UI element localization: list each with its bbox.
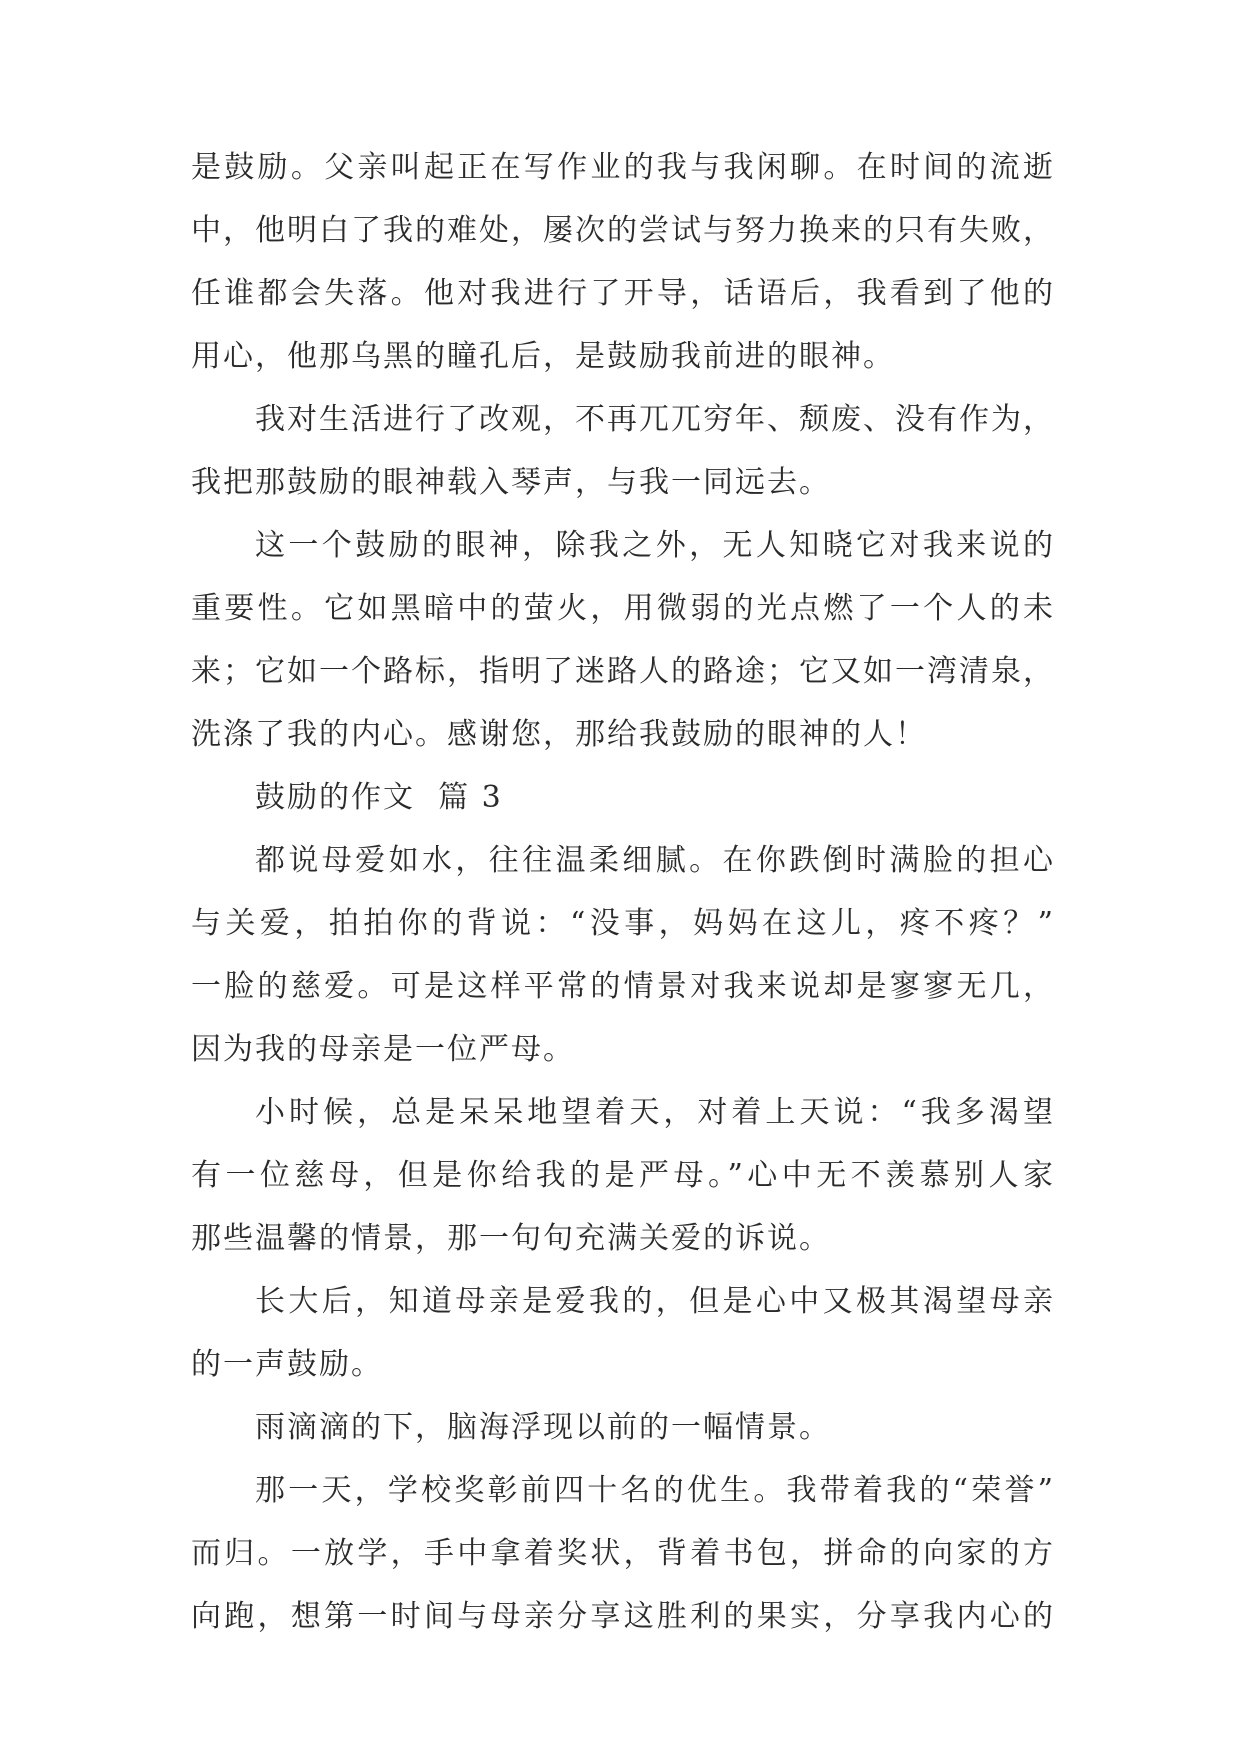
- text-line: 任谁都会失落。他对我进行了开导，话语后，我看到了他的: [191, 276, 1053, 311]
- paragraph-first-line: 这一个鼓励的眼神，除我之外，无人知晓它对我来说的: [255, 528, 1053, 563]
- text-line: 与关爱，拍拍你的背说：“没事，妈妈在这儿，疼不疼？”: [191, 906, 1053, 941]
- text-line: 中，他明白了我的难处，屡次的尝试与努力换来的只有失败，: [191, 213, 1053, 248]
- text-line: 用心，他那乌黑的瞳孔后，是鼓励我前进的眼神。: [191, 339, 895, 374]
- section-heading: 鼓励的作文 篇 3: [255, 780, 503, 815]
- paragraph-first-line: 雨滴滴的下，脑海浮现以前的一幅情景。: [255, 1410, 831, 1445]
- text-line: 重要性。它如黑暗中的萤火，用微弱的光点燃了一个人的未: [191, 591, 1053, 626]
- text-line: 那些温馨的情景，那一句句充满关爱的诉说。: [191, 1221, 831, 1256]
- paragraph-first-line: 那一天，学校奖彰前四十名的优生。我带着我的“荣誉”: [255, 1473, 1053, 1508]
- text-line: 的一声鼓励。: [191, 1347, 383, 1382]
- text-line: 向跑，想第一时间与母亲分享这胜利的果实，分享我内心的: [191, 1599, 1053, 1634]
- text-line: 来；它如一个路标，指明了迷路人的路途；它又如一湾清泉，: [191, 654, 1053, 689]
- paragraph-first-line: 都说母爱如水，往往温柔细腻。在你跌倒时满脸的担心: [255, 843, 1053, 878]
- text-line: 我把那鼓励的眼神载入琴声，与我一同远去。: [191, 465, 831, 500]
- paragraph-first-line: 小时候，总是呆呆地望着天，对着上天说：“我多渴望: [255, 1095, 1053, 1130]
- text-line: 一脸的慈爱。可是这样平常的情景对我来说却是寥寥无几，: [191, 969, 1053, 1004]
- text-line: 而归。一放学，手中拿着奖状，背着书包，拼命的向家的方: [191, 1536, 1053, 1571]
- paragraph-first-line: 我对生活进行了改观，不再兀兀穷年、颓废、没有作为，: [255, 402, 1053, 437]
- paragraph-first-line: 长大后，知道母亲是爱我的，但是心中又极其渴望母亲: [255, 1284, 1053, 1319]
- text-line: 因为我的母亲是一位严母。: [191, 1032, 575, 1067]
- text-line: 是鼓励。父亲叫起正在写作业的我与我闲聊。在时间的流逝: [191, 150, 1053, 185]
- text-line: 有一位慈母，但是你给我的是严母。”心中无不羡慕别人家: [191, 1158, 1053, 1193]
- text-line: 洗涤了我的内心。感谢您，那给我鼓励的眼神的人！: [191, 717, 927, 752]
